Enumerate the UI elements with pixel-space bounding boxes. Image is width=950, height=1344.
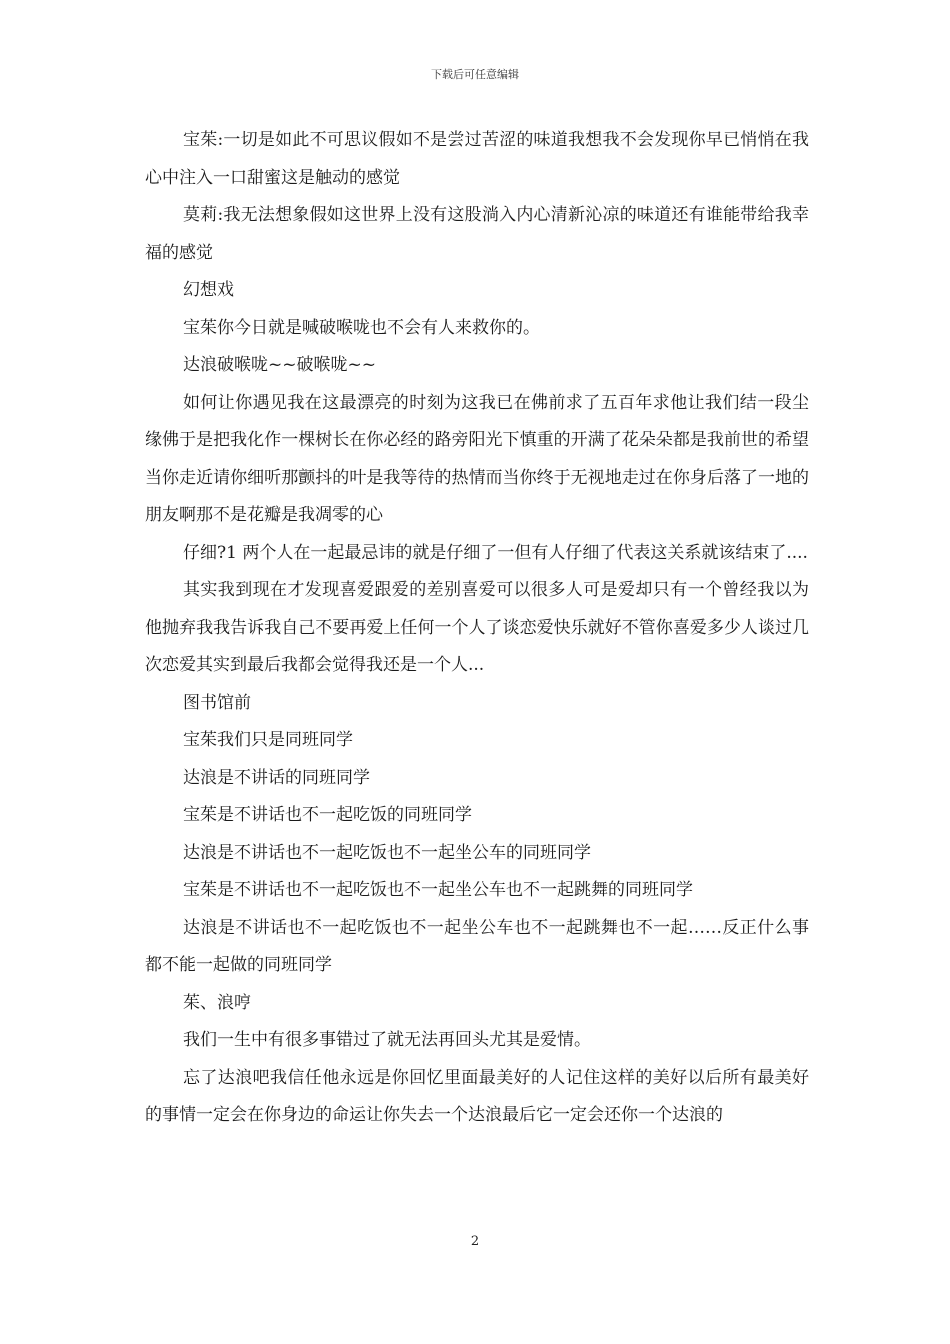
- paragraph-8: 其实我到现在才发现喜爱跟爱的差别喜爱可以很多人可是爱却只有一个曾经我以为他抛弃我我告诉我自己不要再爱上任何一个人了谈恋爱快乐就好不管你喜爱多少人谈过几次恋爱其实到最后我都会觉得我还是一个人...: [145, 580, 809, 675]
- paragraph-18: 忘了达浪吧我信任他永远是你回忆里面最美好的人记住这样的美好以后所有最美好的事情一定会在你身边的命运让你失去一个达浪最后它一定会还你一个达浪的: [145, 1067, 809, 1125]
- paragraph-3: 幻想戏: [183, 280, 234, 300]
- paragraph-13: 达浪是不讲话也不一起吃饭也不一起坐公车的同班同学: [183, 842, 591, 863]
- paragraph-15: 达浪是不讲话也不一起吃饭也不一起坐公车也不一起跳舞也不一起……反正什么事都不能一起做的同班同学: [145, 917, 809, 975]
- paragraph-1: 宝茱:一切是如此不可思议假如不是尝过苦涩的味道我想我不会发现你早已悄悄在我心中注入一口甜蜜这是触动的感觉: [145, 130, 809, 188]
- document-body: [145, 122, 809, 1135]
- page-number: 2: [470, 1234, 480, 1249]
- paragraph-2: 莫莉:我无法想象假如这世界上没有这股淌入内心清新沁凉的味道还有谁能带给我幸福的感觉: [145, 205, 809, 263]
- paragraph-16: 茱、浪哼: [183, 992, 251, 1013]
- paragraph-12: 宝茱是不讲话也不一起吃饭的同班同学: [183, 805, 472, 825]
- paragraph-9: 图书馆前: [183, 692, 251, 713]
- paragraph-17: 我们一生中有很多事错过了就无法再回头尤其是爱情。: [183, 1030, 591, 1050]
- page-header: 下载后可任意编辑: [431, 68, 519, 81]
- paragraph-14: 宝茱是不讲话也不一起吃饭也不一起坐公车也不一起跳舞的同班同学: [183, 880, 693, 900]
- paragraph-10: 宝茱我们只是同班同学: [183, 730, 353, 750]
- paragraph-4: 宝茱你今日就是喊破喉咙也不会有人来救你的。: [183, 317, 540, 338]
- paragraph-6: 如何让你遇见我在这最漂亮的时刻为这我已在佛前求了五百年求他让我们结一段尘缘佛于是把我化作一棵树长在你必经的路旁阳光下慎重的开满了花朵朵都是我前世的希望当你走近请你细听那颤抖的叶是我等待的热情而当你终于无视地走过在你身后落了一地的朋友啊那不是花瓣是我凋零的心: [145, 392, 809, 525]
- paragraph-11: 达浪是不讲话的同班同学: [183, 767, 370, 788]
- paragraph-5: 达浪破喉咙~~破喉咙~~: [183, 355, 376, 375]
- paragraph-7: 仔细?1 两个人在一起最忌讳的就是仔细了一但有人仔细了代表这关系就该结束了....: [183, 542, 808, 563]
